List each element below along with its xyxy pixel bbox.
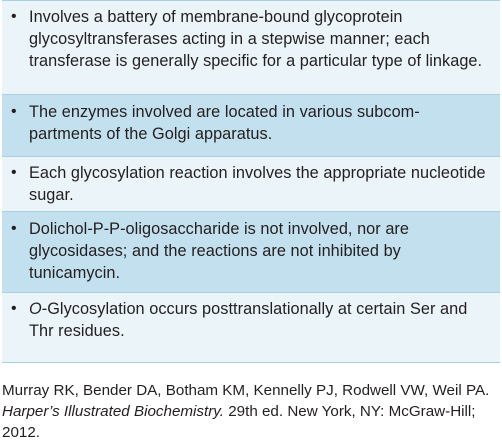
citation-details: 29th ed. New York, NY: McGraw-Hill; 2012.: [2, 403, 476, 441]
citation-authors: Murray RK, Bender DA, Botham KM, Kennelly PJ, Rodwell VW, Weil PA.: [2, 382, 490, 399]
bullet-point: •: [11, 164, 17, 181]
row-text: Each glycosylation reaction involves the appropriate nucleotide sugar.: [29, 164, 486, 204]
row-text: The enzymes involved are located in various subcom-partments of the Golgi apparatus.: [29, 103, 420, 143]
row-text: -Glycosylation occurs posttranslationally at certain Ser and Thr residues.: [29, 300, 468, 340]
table-row: [2, 157, 500, 212]
italic-o-prefix: O: [29, 300, 42, 318]
row-text: Involves a battery of membrane-bound glycoprotein glycosyltransferases acting in a stepwise manner; each transferase is generally specific for a particular type of linkage.: [29, 8, 483, 70]
table-row: [2, 212, 500, 293]
characteristics-table: [2, 0, 500, 363]
table-row: [2, 1, 500, 95]
row-text: Dolichol-P-P-oligosaccharide is not involved, nor are glycosidases; and the reactions are not inhibited by tunicamycin.: [29, 220, 410, 282]
table-row: [2, 95, 500, 157]
table-row: [2, 293, 500, 363]
bullet-point: •: [11, 8, 17, 25]
bullet-point: •: [11, 103, 17, 120]
bullet-point: •: [11, 220, 17, 237]
bullet-point: •: [11, 300, 17, 317]
source-citation: [2, 380, 502, 443]
row-text-container: [29, 300, 467, 340]
citation-book-title: Harper’s Illustrated Biochemistry.: [2, 403, 224, 420]
